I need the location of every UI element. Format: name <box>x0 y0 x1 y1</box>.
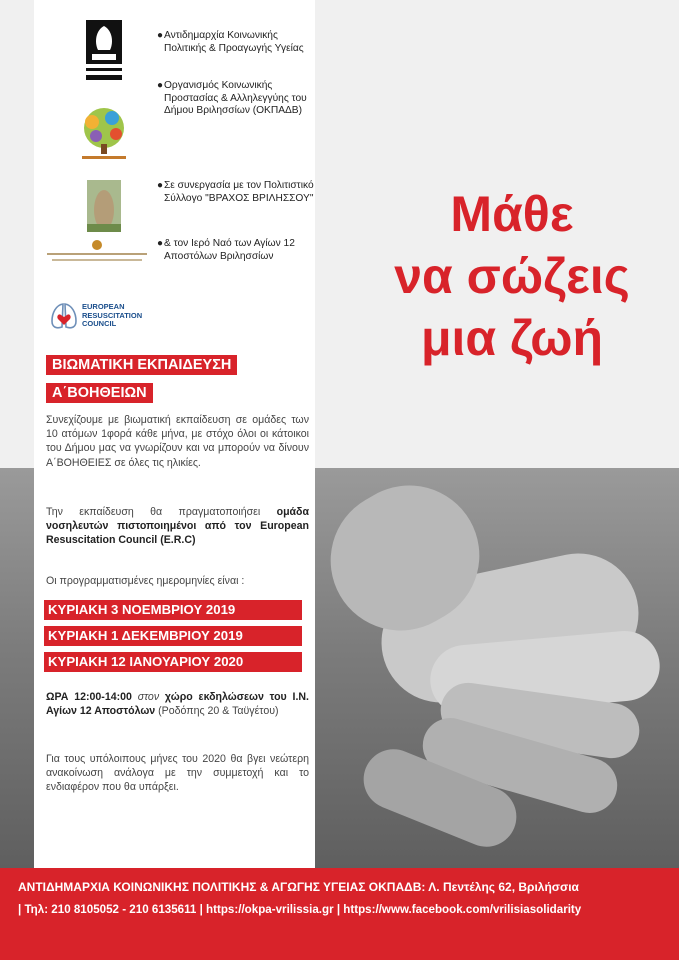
trainer-paragraph <box>46 505 309 548</box>
church-emblem-logo <box>42 238 152 268</box>
dimos-vrilission-logo <box>74 22 134 82</box>
section-title-line2: Α΄ΒΟΗΘΕΙΩΝ <box>46 383 153 403</box>
date-item: ΚΥΡΙΑΚΗ 12 ΙΑΝΟΥΑΡΙΟΥ 2020 <box>44 652 302 672</box>
section-title-line1: ΒΙΩΜΑΤΙΚΗ ΕΚΠΑΙΔΕΥΣΗ <box>46 355 237 375</box>
footer-address: ΑΝΤΙΔΗΜΑΡΧΙΑ ΚΟΙΝΩΝΙΚΗΣ ΠΟΛΙΤΙΚΗΣ & ΑΓΩΓΗΣ ΥΓΕΙΑΣ ΟΚΠΑΔΒ: Λ. Πεντέλης 62, Βριλήσσια <box>18 880 579 894</box>
organizer-text: Σε συνεργασία με τον Πολιτιστικό Σύλλογο "ΒΡΑΧΟΣ ΒΡΙΛΗΣΣΟΥ" <box>164 180 314 204</box>
place-text: χώρο εκδηλώσεων του Ι.Ν. Αγίων 12 Αποστόλων <box>46 691 309 718</box>
organizer-item: ● Οργανισμός Κοινωνικής Προστασίας & Αλληλεγγύης του Δήμου Βριλησσίων (ΟΚΠΑΔΒ) <box>157 80 307 117</box>
time-place-mid: στον <box>131 691 165 703</box>
erc-line: COUNCIL <box>82 319 117 329</box>
okpadv-tree-logo <box>74 105 134 163</box>
time-text: ΩΡΑ 12:00-14:00 <box>46 691 132 703</box>
headline-line: μια ζωή <box>420 310 604 366</box>
organizer-item: ● Σε συνεργασία με τον Πολιτιστικό Σύλλογο "ΒΡΑΧΟΣ ΒΡΙΛΗΣΣΟΥ" <box>157 180 314 204</box>
footer-bar <box>0 868 679 960</box>
organizer-text: Αντιδημαρχία Κοινωνικής Πολιτικής & Προαγωγής Υγείας <box>164 30 304 54</box>
closing-paragraph: Για τους υπόλοιπους μήνες του 2020 θα βγει νεώτερη ανακοίνωση ανάλογα με την συμμετοχή και το ενδιαφέρον που θα υπάρξει. <box>46 753 309 794</box>
date-item: ΚΥΡΙΑΚΗ 3 ΝΟΕΜΒΡΙΟΥ 2019 <box>44 600 302 620</box>
dates-intro: Οι προγραμματισμένες ημερομηνίες είναι : <box>46 575 245 587</box>
headline-line: να σώζεις <box>394 248 630 304</box>
organizer-item: ● & τον Ιερό Ναό των Αγίων 12 Αποστόλων Βριλησσίων <box>157 238 295 262</box>
headline-line: Μάθε <box>450 186 574 242</box>
date-item: ΚΥΡΙΑΚΗ 1 ΔΕΚΕΜΒΡΙΟΥ 2019 <box>44 626 302 646</box>
address-text: (Ροδόπης 20 & Ταϋγέτου) <box>155 705 279 718</box>
organizer-text: & τον Ιερό Ναό των Αγίων 12 Αποστόλων Βριλησσίων <box>164 238 295 262</box>
headline <box>352 183 672 369</box>
erc-logo <box>50 301 142 331</box>
erc-line: RESUSCITATION <box>82 310 143 320</box>
organizer-item: ● Αντιδημαρχία Κοινωνικής Πολιτικής & Προαγωγής Υγείας <box>157 30 304 54</box>
footer-contacts: | Τηλ: 210 8105052 - 210 6135611 | https://okpa-vrilissia.gr | https://www.facebook.com/vrilisiasolidarity <box>18 903 582 916</box>
organizer-text: Οργανισμός Κοινωνικής Προστασίας & Αλληλεγγύης του Δήμου Βριλησσίων (ΟΚΠΑΔΒ) <box>164 80 307 117</box>
lungs-heart-icon <box>50 301 78 331</box>
time-place-paragraph <box>46 690 309 718</box>
info-panel <box>34 0 315 868</box>
vrachos-rock-logo <box>74 178 134 234</box>
trainer-bold: ομάδα νοσηλευτών πιστοποιημένοι από τον European Resuscitation Council (E.R.C) <box>46 506 309 547</box>
intro-paragraph: Συνεχίζουμε με βιωματική εκπαίδευση σε ομάδες των 10 ατόμων 1φορά κάθε μήνα, με στόχο όλοι οι κάτοικοι του Δήμου μας να γνωρίζουν και να μπορούν να δίνουν Α΄ΒΟΗΘΕΙΕΣ σε όλες τις ηλικίες. <box>46 414 309 469</box>
erc-line: EUROPEAN <box>82 302 125 312</box>
trainer-pre: Την εκπαίδευση θα πραγματοποιήσει <box>46 506 277 518</box>
